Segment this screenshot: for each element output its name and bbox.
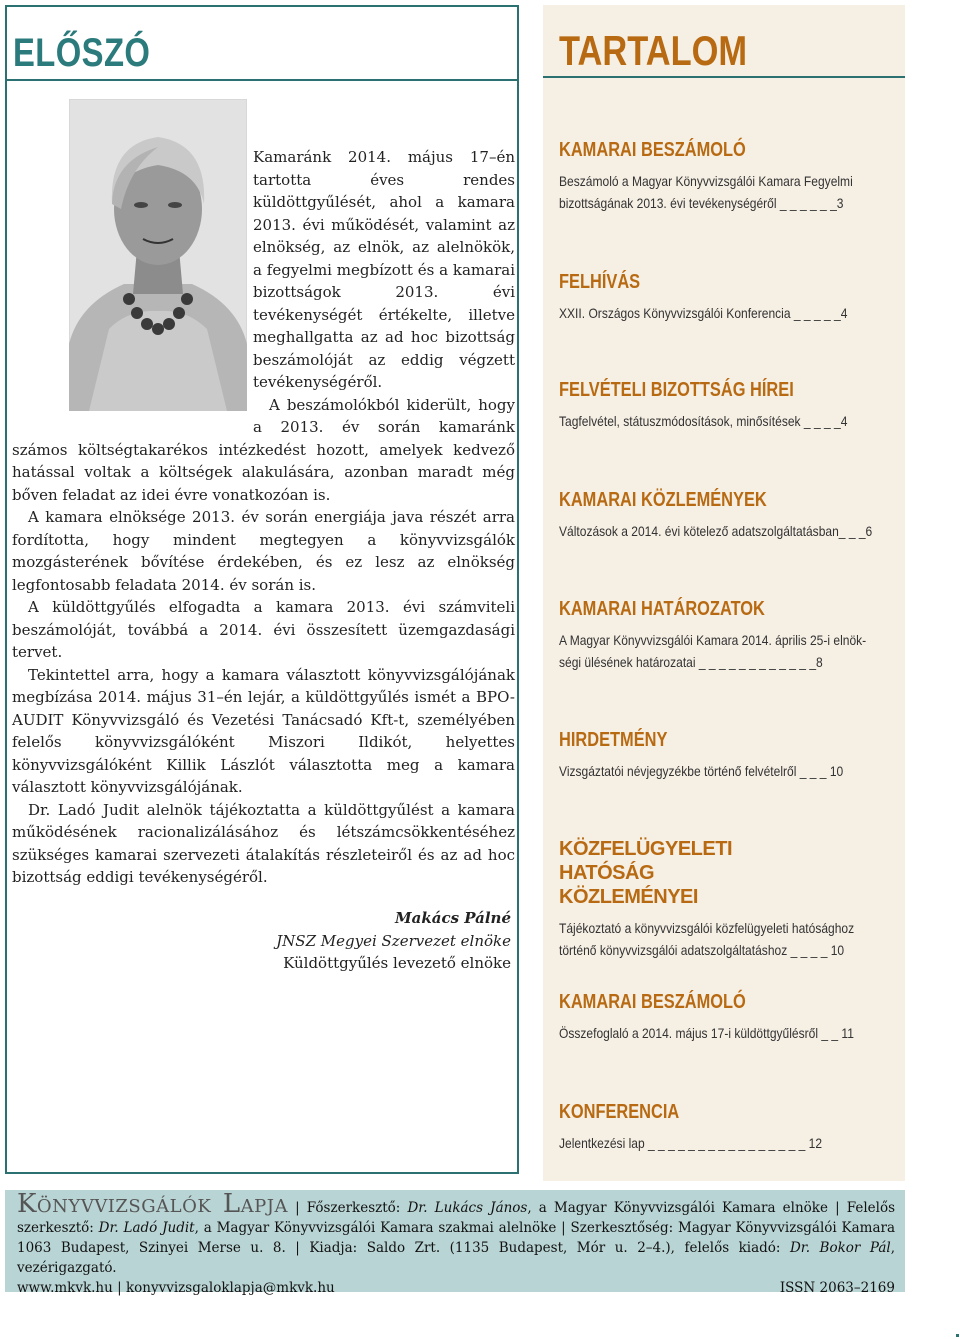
toc-entry[interactable]: Beszámoló a Magyar Könyvvizsgálói Kamara Fegyelmi xyxy=(559,173,853,189)
signature-position: Küldöttgyűlés levezető elnöke xyxy=(283,954,511,972)
toc-panel xyxy=(543,5,905,1181)
foreword-paragraph: A beszámolókból kiderült, hogy a 2013. év során kamaránk számos költségtakarékos intézkedést hozott, amelyek kedvező hatással voltak a költségek alakulására, azonban maradt még bőven feladat az idei évre vonatkozóan is. xyxy=(12,395,515,504)
foreword-title: ELŐSZÓ xyxy=(13,31,151,75)
publisher-label: Kiadja: xyxy=(309,1240,358,1256)
publisher-info: Saldo Zrt. (1135 Budapest, Mór u. 2–4.), felelős kiadó: xyxy=(366,1240,781,1256)
toc-entry[interactable]: Tájékoztató a könyvvizsgálói közfelügyeleti hatósághoz xyxy=(559,920,855,936)
toc-entry[interactable]: Változások a 2014. évi kötelező adatszolgáltatásban_ _ _6 xyxy=(559,523,873,539)
toc-section xyxy=(559,990,894,1044)
toc-section-heading[interactable]: KAMARAI BESZÁMOLÓ xyxy=(559,139,746,161)
publisher-name: Dr. Bokor Pál xyxy=(789,1240,891,1256)
responsible-editor-name: Dr. Ladó Judit xyxy=(98,1220,195,1236)
toc-entry[interactable]: Tagfelvétel, státuszmódosítások, minősítések _ _ _ _4 xyxy=(559,413,848,429)
toc-section xyxy=(559,597,894,673)
contact-links xyxy=(17,1278,335,1298)
separator: | xyxy=(117,1280,126,1296)
corner-dot xyxy=(956,1334,959,1337)
toc-section-heading[interactable]: KAMARAI HATÁROZATOK xyxy=(559,598,765,620)
separator: | xyxy=(295,1240,310,1256)
editor-role: , a Magyar Könyvvizsgálói Kamara elnöke xyxy=(527,1200,828,1216)
toc-title-rule xyxy=(543,76,905,78)
toc-section-heading[interactable]: FELHÍVÁS xyxy=(559,271,641,293)
toc-section-heading[interactable]: KÖZFELÜGYELETI HATÓSÁG KÖZLEMÉNYEI xyxy=(559,838,732,908)
toc-entry[interactable]: Összefoglaló a 2014. május 17-i küldöttgyűlésről _ _ 11 xyxy=(559,1025,854,1041)
toc-entry[interactable]: történő könyvvizsgálói adatszolgáltatáshoz _ _ _ _ 10 xyxy=(559,942,845,958)
responsible-editor-role: , a Magyar Könyvvizsgálói Kamara szakmai alelnöke xyxy=(194,1220,557,1236)
toc-section-heading[interactable]: FELVÉTELI BIZOTTSÁG HÍREI xyxy=(559,379,794,401)
foreword-paragraph: Kamaránk 2014. május 17–én tartotta éves rendes küldöttgyűlését, ahol a kamara 2013. évi működését, valamint az elnökség, az elnök, az alelnökök, a fegyelmi megbízott és a kamarai bizottságok 2013. évi tevékenységét értékelte, illetve meghallgatta az ad hoc bizottság beszámolóját az eddig végzett tevékenységéről. xyxy=(253,148,515,391)
issn: ISSN 2063–2169 xyxy=(779,1280,895,1296)
office-address: Magyar Könyvvizsgálói Kamara 1063 Budapest, Szinyei Merse u. 8. xyxy=(17,1220,896,1256)
journal-logo: Könyvvizsgálók Lapja xyxy=(17,1189,288,1219)
toc-section xyxy=(559,138,894,214)
signature-role: JNSZ Megyei Szervezet elnöke xyxy=(276,931,511,950)
toc-entry[interactable]: Vizsgáztatói névjegyzékbe történő felvételről _ _ _ 10 xyxy=(559,763,844,779)
masthead xyxy=(5,1189,905,1296)
separator: | xyxy=(295,1200,307,1216)
toc-section xyxy=(559,728,894,782)
toc-section-heading[interactable]: HIRDETMÉNY xyxy=(559,729,668,751)
foreword-title-rule xyxy=(7,79,517,81)
foreword-paragraph: A kamara elnöksége 2013. év során energiája java részét arra fordította, hogy mindent megtegyen a könyvvizsgálók mozgásterének bővítése érdekében, és ez lesz az elnökség legfontosabb feladata 2014. év során is. xyxy=(12,508,515,594)
publisher-role: , vezérigazgató. xyxy=(17,1240,896,1276)
toc-section xyxy=(559,1100,894,1154)
toc-section xyxy=(559,488,894,542)
photo-float-spacer xyxy=(12,146,253,419)
toc-entry[interactable]: A Magyar Könyvvizsgálói Kamara 2014. április 25-i elnök- xyxy=(559,632,867,648)
toc-section xyxy=(559,837,894,961)
office-label: Szerkesztőség: xyxy=(570,1220,674,1236)
toc-entry[interactable]: XXII. Országos Könyvvizsgálói Konferencia _ _ _ _ _4 xyxy=(559,305,848,321)
foreword-article xyxy=(12,146,515,889)
signature-block xyxy=(276,907,511,975)
responsible-editor-label: Felelős szerkesztő: xyxy=(17,1200,896,1236)
toc-section-heading[interactable]: KAMARAI KÖZLEMÉNYEK xyxy=(559,489,767,511)
signature-name: Makács Pálné xyxy=(395,909,511,927)
masthead-text xyxy=(17,1189,896,1298)
email-link[interactable]: konyvvizsgaloklapja@mkvk.hu xyxy=(125,1280,335,1296)
toc-entry[interactable]: Jelentkezési lap _ _ _ _ _ _ _ _ _ _ _ _ _ _ _ _ 12 xyxy=(559,1135,823,1151)
foreword-paragraph: A küldöttgyűlés elfogadta a kamara 2013. évi számviteli beszámolóját, továbbá a 2014. évi összesített üzemgazdasági tervet. xyxy=(12,598,515,661)
contact-line xyxy=(17,1278,895,1298)
editor-label: Főszerkesztő: xyxy=(306,1200,401,1216)
toc-entry[interactable]: bizottságának 2013. évi tevékenységéről _ _ _ _ _ _3 xyxy=(559,195,844,211)
toc-entry[interactable]: ségi ülésének határozatai _ _ _ _ _ _ _ _ _ _ _ _8 xyxy=(559,654,823,670)
foreword-paragraph: Tekintettel arra, hogy a kamara választott könyvvizsgálójának megbízása 2014. május 31–én lejár, a küldöttgyűlés ismét a BPO-AUDIT Könyvvizsgáló és Vezetési Tanácsadó Kft-t, személyében felelős könyvvizsgálóként Miszori Ildikót, helyettes könyvvizsgálóként Killik Lászlót választotta meg a kamara választott könyvvizsgálójának. xyxy=(12,665,515,796)
separator: | xyxy=(561,1220,571,1236)
toc-section-heading[interactable]: KONFERENCIA xyxy=(559,1101,680,1123)
toc-section xyxy=(559,270,894,324)
website-link[interactable]: www.mkvk.hu xyxy=(17,1280,113,1296)
foreword-panel xyxy=(5,5,519,1174)
toc-title: TARTALOM xyxy=(559,27,748,74)
toc-section xyxy=(559,378,894,432)
toc-section-heading[interactable]: KAMARAI BESZÁMOLÓ xyxy=(559,991,746,1013)
foreword-paragraph: Dr. Ladó Judit alelnök tájékoztatta a küldöttgyűlést a kamara működésének racionalizálásához és létszámcsökkentéséhez szükséges kamarai szervezeti átalakítás részleteiről és az ad hoc bizottság eddigi tevékenységéről. xyxy=(12,800,515,886)
separator: | xyxy=(835,1200,847,1216)
editor-name: Dr. Lukács János xyxy=(407,1200,528,1216)
